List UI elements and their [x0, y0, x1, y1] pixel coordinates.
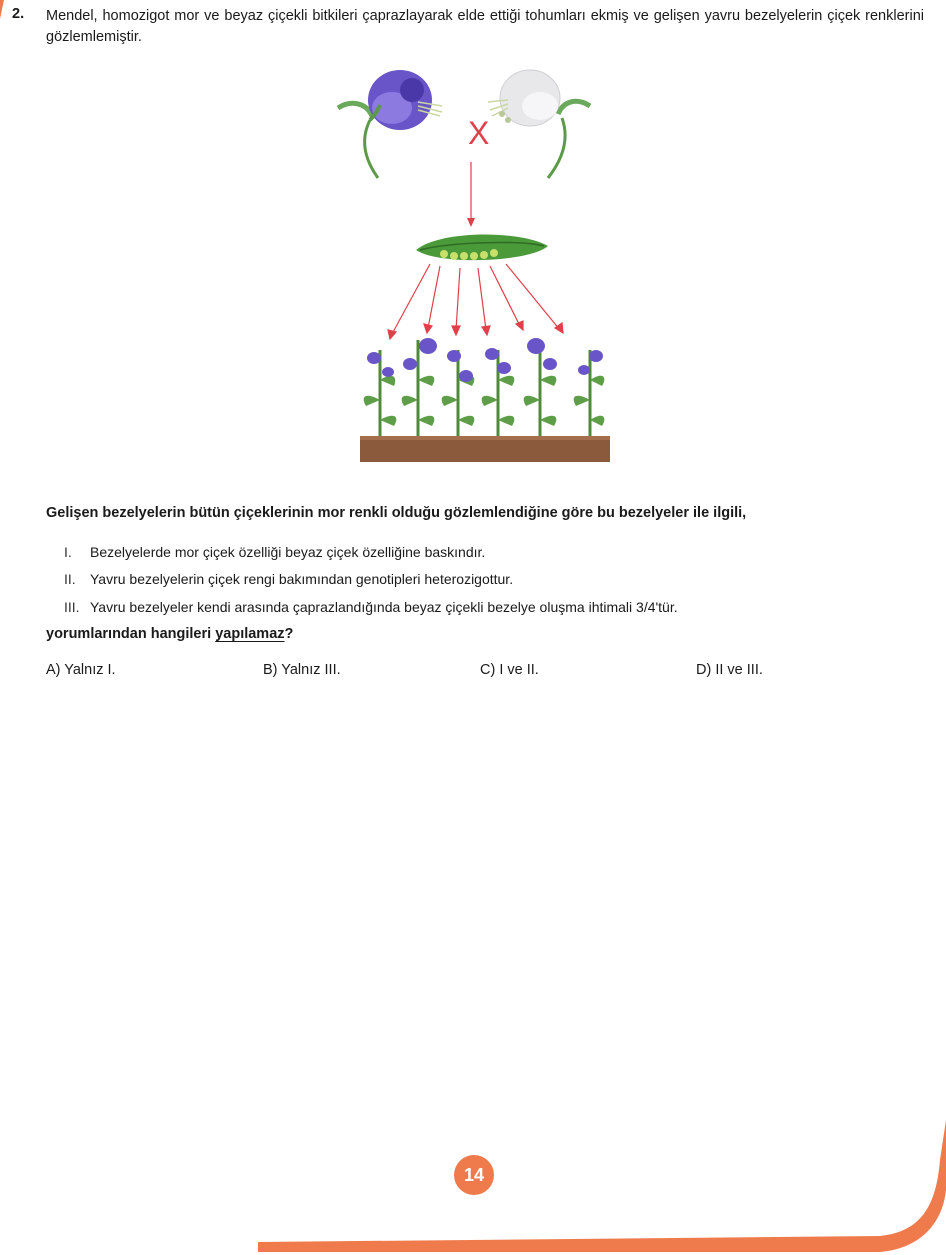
question-stem: Mendel, homozigot mor ve beyaz çiçekli bitkileri çaprazlayarak elde ettiği tohumları ekmiş ve gelişen yavru bezelyelerin çiçek renklerini gözlemlemiştir.	[46, 8, 924, 45]
statement-number: III.	[64, 598, 80, 615]
question-prompt: Gelişen bezelyelerin bütün çiçeklerinin mor renkli olduğu gözlemlendiğine göre bu bezelyeler ile ilgili,	[46, 505, 747, 521]
ask-keyword: yapılamaz	[215, 626, 285, 642]
cross-symbol: X	[468, 115, 490, 151]
statement-text: Yavru bezelyeler kendi arasında çaprazlandığında beyaz çiçekli bezelye oluşma ihtimali 3/4'tür.	[90, 598, 678, 615]
statement-number: II.	[64, 571, 76, 588]
question-number: 2.	[12, 6, 25, 22]
statement-text: Yavru bezelyelerin çiçek rengi bakımından genotipleri heterozigottur.	[90, 571, 514, 588]
option-c[interactable]: C) I ve II.	[480, 662, 539, 678]
option-d[interactable]: D) II ve III.	[696, 662, 763, 678]
option-a[interactable]: A) Yalnız I.	[46, 662, 116, 678]
ask-suffix: ?	[284, 626, 294, 642]
ask-prefix: yorumlarından hangileri	[46, 626, 216, 642]
statement-number: I.	[64, 543, 72, 560]
option-b[interactable]: B) Yalnız III.	[263, 662, 341, 678]
statement-text: Bezelyelerde mor çiçek özelliği beyaz çiçek özelliğine baskındır.	[90, 543, 486, 560]
page-number: 14	[454, 1155, 494, 1195]
